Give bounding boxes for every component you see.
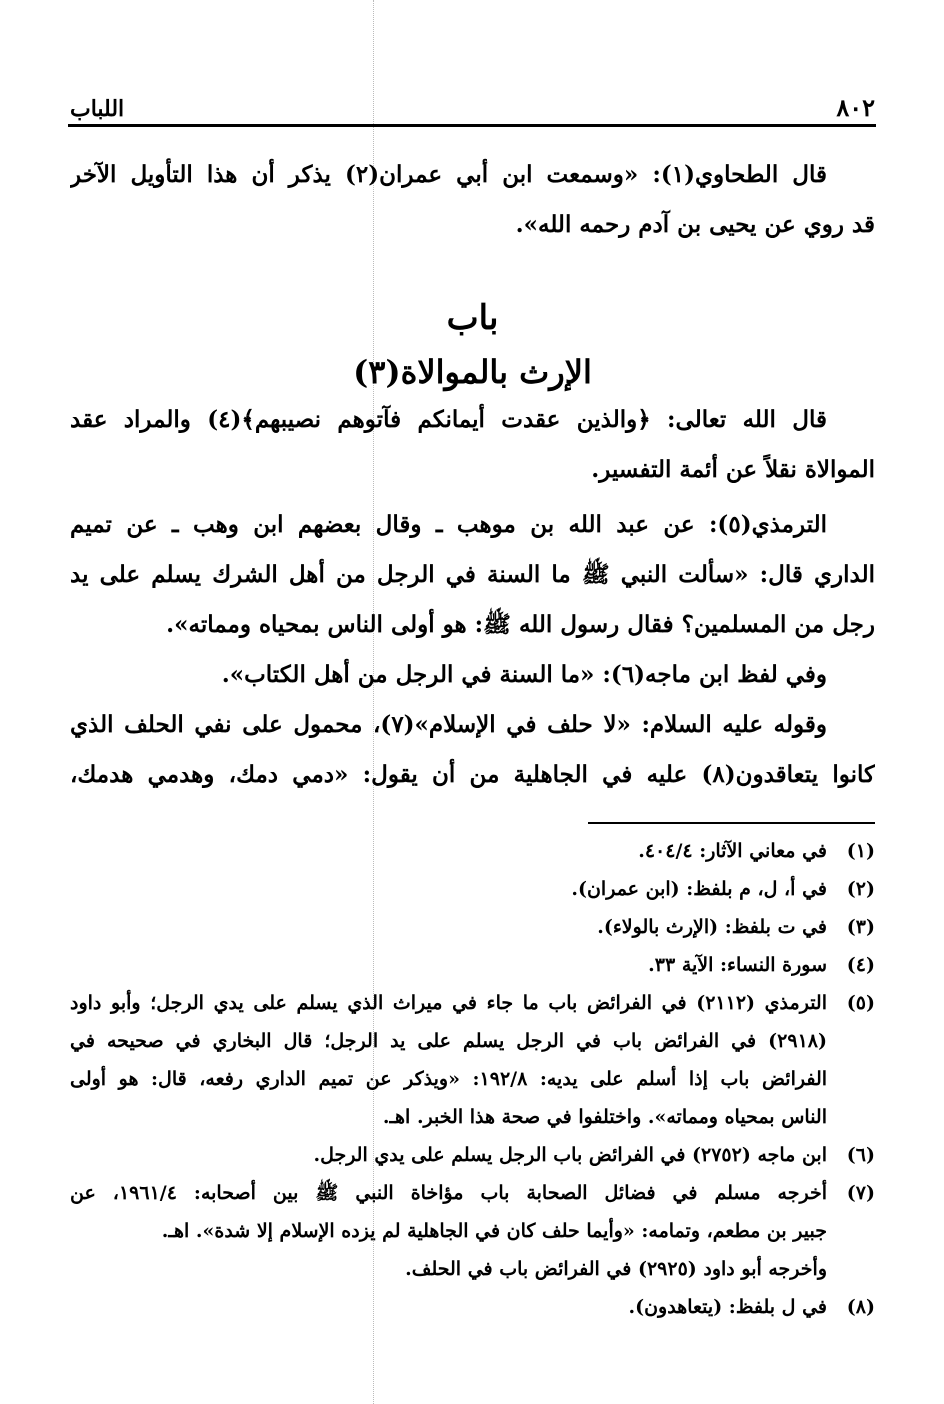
footnote-number: (٢)	[846, 878, 875, 900]
footnote	[70, 832, 875, 870]
text-line: كانوا يتعاقدون(٨) عليه في الجاهلية من أن يقول: «دمي دمك، وهدمي هدمك،	[70, 761, 875, 788]
text-line: الداري قال: «سألت النبي ﷺ ما السنة في الرجل من أهل الشرك يسلم على يد	[70, 561, 875, 588]
text-line: رجل من المسلمين؟ فقال رسول الله ﷺ: هو أولى الناس بمحياه ومماته».	[166, 611, 875, 638]
footnote-line: الفرائض باب إذا أسلم على يديه: ١٩٢/٨: «ويذكر عن تميم الداري رفعه، قال: هو أولى	[70, 1068, 827, 1090]
footnote-number: (١)	[846, 840, 875, 862]
text-line: الترمذي(٥): عن عبد الله بن موهب ـ وقال بعضهم ابن وهب ـ عن تميم	[70, 511, 827, 538]
footnote	[70, 1136, 875, 1174]
footnote-line: الناس بمحياه ومماته». واختلفوا في صحة هذا الخبر. اهـ.	[382, 1106, 827, 1128]
footnote-line: أخرجه مسلم في فضائل الصحابة باب مؤاخاة النبي ﷺ بين أصحابه: ١٩٦١/٤، عن	[70, 1182, 827, 1204]
footnote-number: (٦)	[846, 1144, 875, 1166]
footnote	[70, 1174, 875, 1288]
footnote-line: في ت بلفظ: (الإرث بالولاء).	[597, 916, 827, 938]
footnote-line: وأخرجه أبو داود (٢٩٢٥) في الفرائض باب في الحلف.	[405, 1258, 827, 1280]
header-rule	[68, 124, 876, 127]
footnote-number: (٣)	[846, 916, 875, 938]
footnote-rule	[588, 822, 875, 824]
text-line: قال الله تعالى: ﴿والذين عقدت أيمانكم فآتوهم نصيبهم﴾(٤) والمراد عقد	[70, 406, 827, 433]
footnote-line: سورة النساء: الآية ٣٣.	[648, 954, 827, 976]
page-number: ٨٠٢	[836, 93, 875, 122]
footnote	[70, 908, 875, 946]
footnote-number: (٥)	[846, 992, 875, 1014]
paragraph-ibn-majah	[70, 650, 875, 700]
chapter-word: باب	[446, 298, 499, 338]
chapter-title: الإرث بالموالاة(٣)	[353, 353, 592, 391]
footnote	[70, 984, 875, 1136]
footnote	[70, 870, 875, 908]
text-line: وقوله عليه السلام: «لا حلف في الإسلام»(٧)، محمول على نفي الحلف الذي	[70, 711, 827, 738]
footnote-line: (٢٩١٨) في الفرائض باب في الرجل يسلم على يد الرجل؛ قال البخاري في صحيحه في	[70, 1030, 827, 1052]
paragraph-hilf	[70, 700, 875, 800]
footnote-line: في أ، ل، م بلفظ: (ابن عمران).	[571, 878, 827, 900]
footnote-line: ابن ماجه (٢٧٥٢) في الفرائض باب الرجل يسلم على يدي الرجل.	[313, 1144, 827, 1166]
text-line: قال الطحاوي(١): «وسمعت ابن أبي عمران(٢) يذكر أن هذا التأويل الآخر	[70, 161, 827, 188]
text-line: وفي لفظ ابن ماجه(٦): «ما السنة في الرجل من أهل الكتاب».	[221, 661, 827, 688]
footnote-line: في ل بلفظ: (يتعاهدون).	[628, 1296, 827, 1318]
footnote	[70, 946, 875, 984]
footnote	[70, 1288, 875, 1326]
chapter-heading	[70, 290, 875, 398]
footnote-line: جبير بن مطعم، وتمامه: «وأيما حلف كان في الجاهلية لم يزده الإسلام إلا شدة». اهـ.	[161, 1220, 827, 1242]
footnote-number: (٨)	[846, 1296, 875, 1318]
paragraph-verse	[70, 395, 875, 495]
page-header	[70, 82, 875, 122]
intro-paragraph	[70, 150, 875, 250]
footnote-number: (٧)	[846, 1182, 875, 1204]
footnote-line: الترمذي (٢١١٢) في الفرائض باب ما جاء في ميراث الذي يسلم على يدي الرجل؛ وأبو داود	[70, 992, 827, 1014]
paragraph-tirmidhi	[70, 500, 875, 650]
footnotes	[70, 832, 875, 1326]
text-line: قد روي عن يحيى بن آدم رحمه الله».	[515, 211, 875, 238]
text-line: الموالاة نقلاً عن أئمة التفسير.	[591, 456, 875, 483]
footnote-number: (٤)	[846, 954, 875, 976]
running-title: اللباب	[70, 96, 125, 122]
footnote-line: في معاني الآثار: ٤٠٤/٤.	[638, 840, 827, 862]
